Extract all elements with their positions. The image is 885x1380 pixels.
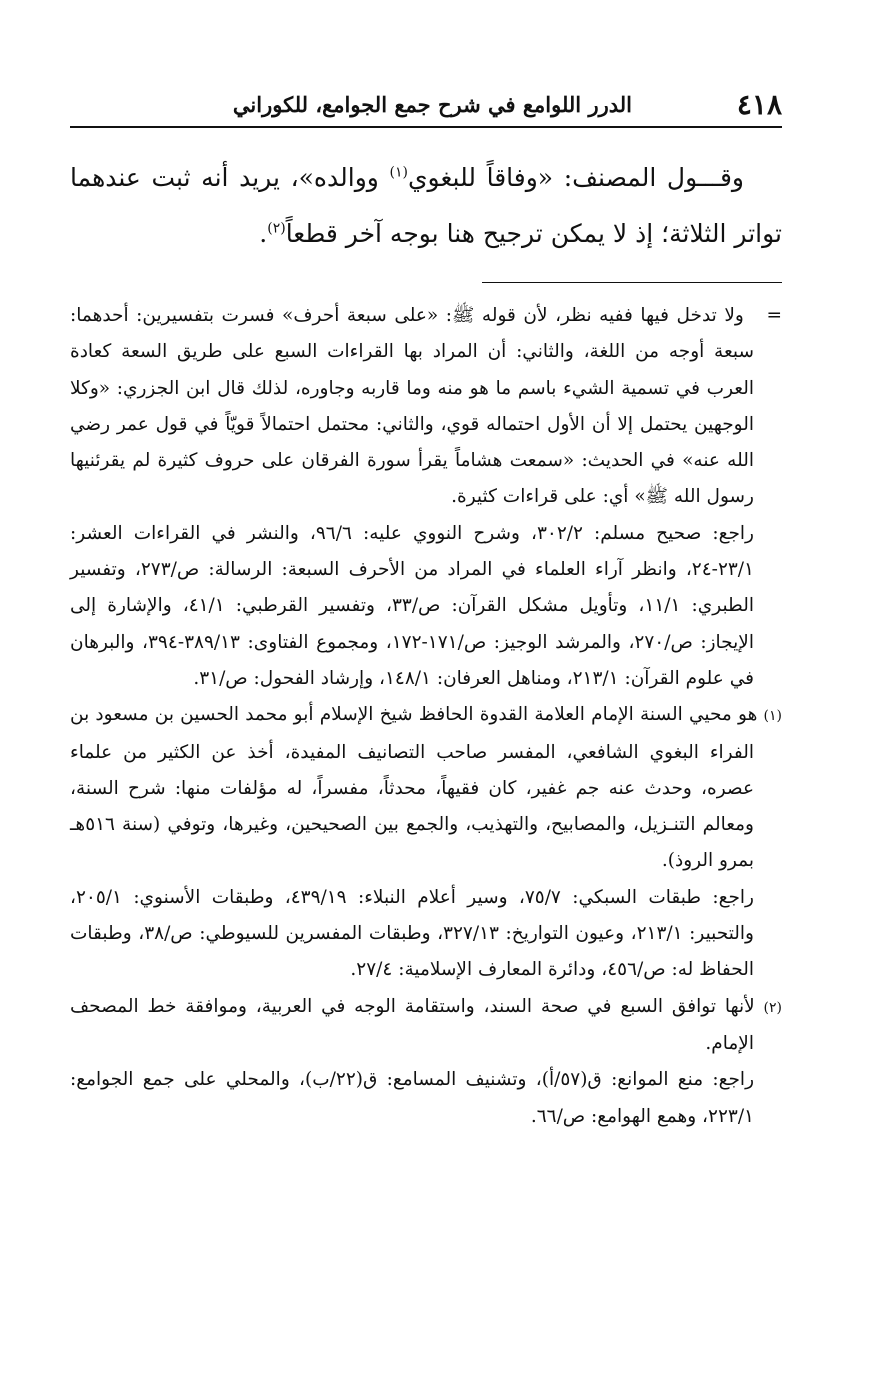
main-text bbox=[70, 150, 782, 262]
footnote-2-references: راجع: منع الموانع: ق(٥٧/أ)، وتشنيف المسامع: ق(٢٢/ب)، والمحلي على جمع الجوامع: ٢٢٣/١، وهمع الهوامع: ص/٦٦. bbox=[70, 1069, 755, 1127]
main-text-part-2: ووالده»، يريد أنه ثبت عندهما تواتر الثلاثة؛ إذ لا يمكن ترجيح هنا بوجه آخر قطعاً bbox=[70, 163, 782, 248]
footnotes bbox=[70, 298, 782, 1135]
continuation-text: ولا تدخل فيها ففيه نظر، لأن قوله ﷺ: «على سبعة أحرف» فسرت بتفسيرين: أحدهما: سبعة أوجه من اللغة، والثاني: أن المراد بها القراءات السبع على طريق السعة كعادة العرب في تسمية الشيء باسم ما هو منه وما قاربه وجاوره، لذلك قال ابن الجزري: «وكلا الوجهين يحتمل إلا أن الأول احتماله قوي، والثاني: محتمل احتمالاً قويّاً في قول عمر رضي الله عنه» في الحديث: «سمعت هشاماً يقرأ سورة الفرقان على حروف كثيرة لم يقرئنيها رسول الله ﷺ» أي: على قراءات كثيرة. bbox=[70, 305, 754, 508]
footnote-separator bbox=[482, 282, 782, 283]
footnote-2-marker: (٢) bbox=[763, 999, 782, 1016]
page-header bbox=[70, 86, 782, 128]
continuation-references: راجع: صحيح مسلم: ٣٠٢/٢، وشرح النووي عليه: ٩٦/٦، والنشر في القراءات العشر: ٢٣/١-٢٤، وانظر آراء العلماء في المراد من الأحرف السبعة: الرسالة: ص/٢٧٣، وتفسير الطبري: ١١/١، وتأويل مشكل القرآن: ص/٣٣، وتفسير القرطبي: ٤١/١، والإشارة إلى الإيجاز: ص/٢٧٠، والمرشد الوجيز: ص/١٧١-١٧٢، ومجموع الفتاوى: ٣٨٩/١٣-٣٩٤، والبرهان في علوم القرآن: ٢١٣/١، ومناهل العرفان: ١٤٨/١، وإرشاد الفحول: ص/٣١. bbox=[70, 522, 754, 689]
footnote-continuation bbox=[70, 298, 782, 516]
main-text-part-1: وقـــول المصنف: «وفاقاً للبغوي bbox=[407, 163, 744, 192]
footnote-1-text: هو محيي السنة الإمام العلامة القدوة الحافظ شيخ الإسلام أبو محمد الحسين بن مسعود بن الفراء البغوي الشافعي، المفسر صاحب التصانيف المفيدة، أخذ عن الكثير من علماء عصره، وحدث عنه جم غفير، كان فقيهاً، محدثاً، مفسراً، له مؤلفات منها: شرح السنة، ومعالم التنـزيل، والمصابيح، والتهذيب، والجمع بين الصحيحين، وغيرها، وتوفي (سنة ٥١٦هـ بمرو الروذ). bbox=[70, 704, 758, 872]
footnote-ref-2: (٢) bbox=[267, 220, 286, 237]
footnote-1 bbox=[70, 697, 782, 879]
page-number: ٤١٨ bbox=[736, 88, 782, 121]
main-paragraph bbox=[70, 150, 782, 262]
footnote-2-text: لأنها توافق السبع في صحة السند، واستقامة الوجه في العربية، وموافقة خط المصحف الإمام. bbox=[70, 995, 755, 1054]
continuation-marker: = bbox=[766, 305, 782, 326]
main-text-end: . bbox=[259, 219, 268, 248]
running-title: الدرر اللوامع في شرح جمع الجوامع، للكوراني bbox=[232, 92, 632, 117]
footnote-1-references: راجع: طبقات السبكي: ٧٥/٧، وسير أعلام النبلاء: ٤٣٩/١٩، وطبقات الأسنوي: ٢٠٥/١، والتحبير: ٢١٣/١، وعيون التواريخ: ٣٢٧/١٣، وطبقات المفسرين للسيوطي: ص/٣٨، وطبقات الحفاظ له: ص/٤٥٦، ودائرة المعارف الإسلامية: ٢٧/٤. bbox=[70, 886, 754, 981]
footnote-1-marker: (١) bbox=[763, 708, 782, 725]
footnote-2 bbox=[70, 989, 782, 1063]
footnote-ref-1: (١) bbox=[389, 164, 408, 181]
